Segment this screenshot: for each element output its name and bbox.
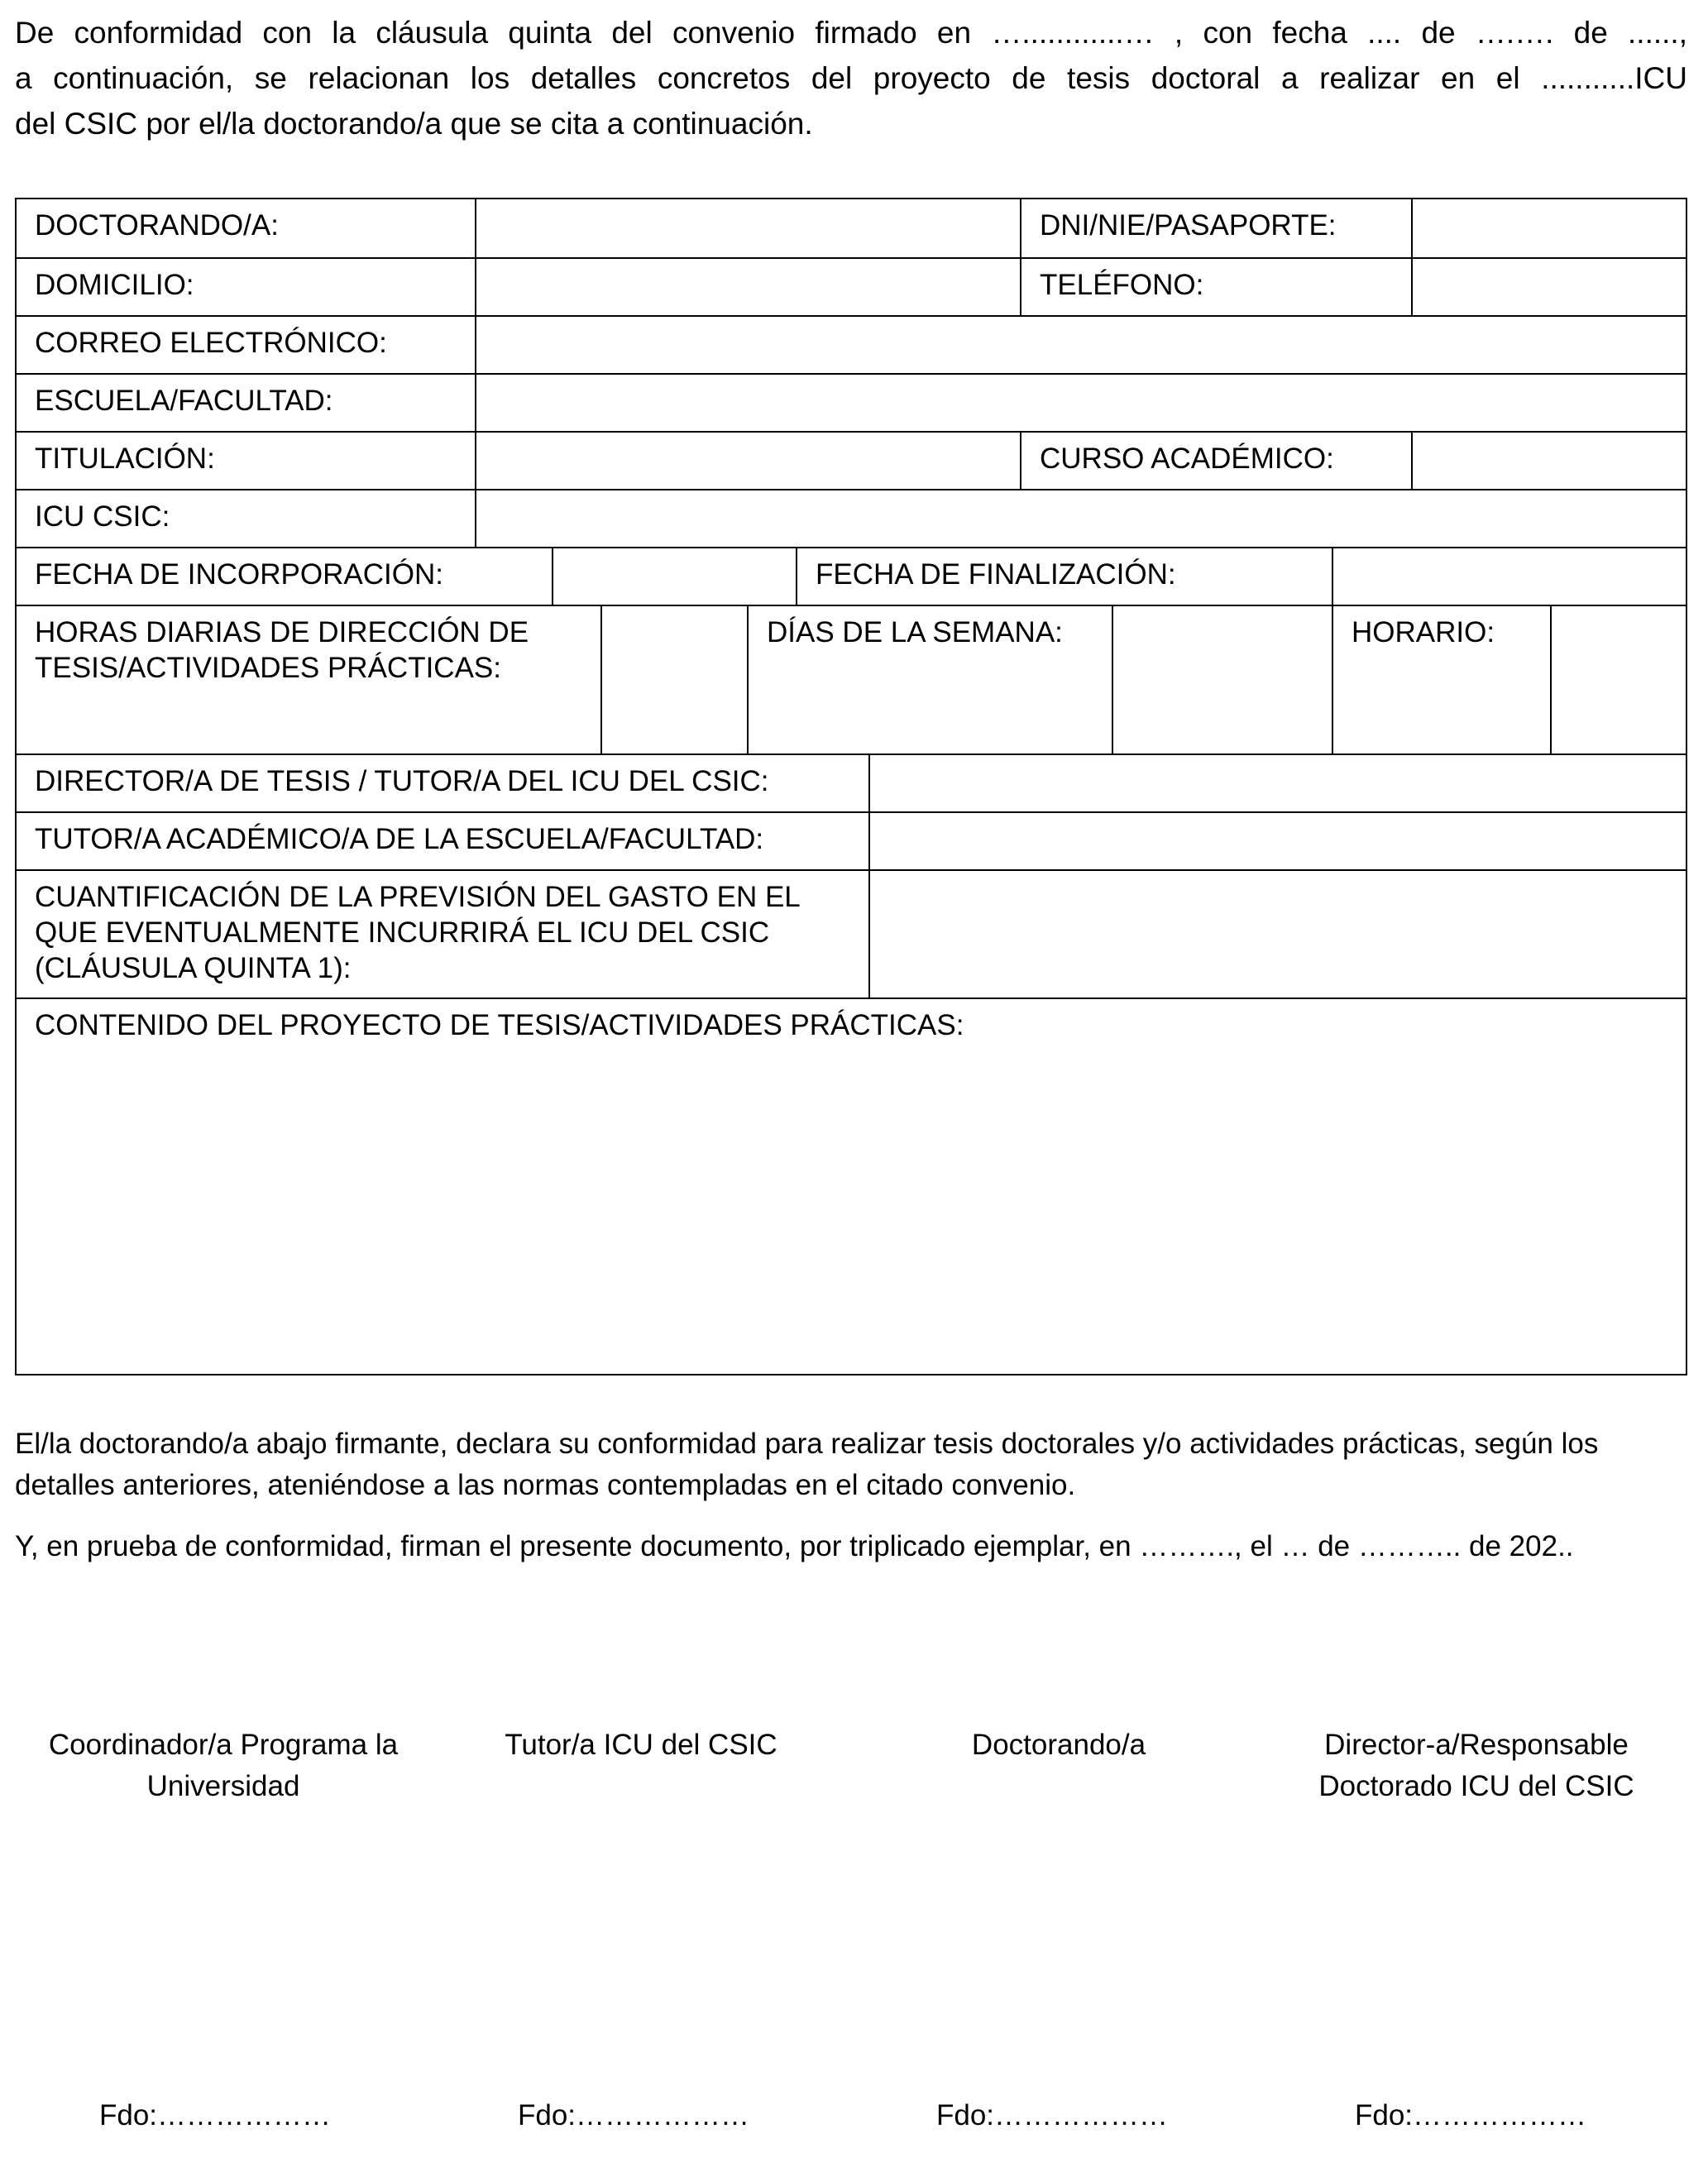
cuantificacion-field[interactable] — [868, 871, 1686, 997]
form-row — [17, 605, 1686, 754]
label-telefono: TELÉFONO: — [1020, 259, 1411, 315]
label-titulacion: TITULACIÓN: — [35, 443, 215, 475]
label-tutor-academico: TUTOR/A ACADÉMICO/A DE LA ESCUELA/FACULTAD: — [35, 823, 764, 855]
horario-field[interactable] — [1550, 606, 1686, 754]
label-doctorando: DOCTORANDO/A: — [35, 209, 279, 242]
label-cuantificacion: CUANTIFICACIÓN DE LA PREVISIÓN DEL GASTO EN EL QUE EVENTUALMENTE INCURRIRÁ EL ICU DEL CSIC (CLÁUSULA QUINTA 1): — [35, 881, 800, 984]
label-curso: CURSO ACADÉMICO: — [1020, 433, 1411, 489]
dni-field[interactable] — [1411, 199, 1686, 257]
intro-line: a continuación, se relacionan los detalles concretos del proyecto de tesis doctoral a realizar en el ...........ICU — [15, 61, 1687, 95]
form-row — [17, 431, 1686, 489]
form-row — [17, 257, 1686, 315]
signature-role-doctorando: Doctorando/a — [971, 1729, 1146, 1761]
dias-field[interactable] — [1112, 606, 1332, 754]
signature-line-tutor[interactable]: Fdo:……………… — [518, 2099, 750, 2131]
form-row — [17, 811, 1686, 869]
label-fecha-finalizacion: FECHA DE FINALIZACIÓN: — [796, 548, 1332, 605]
form-row — [17, 489, 1686, 547]
fecha-incorporacion-field[interactable] — [552, 548, 796, 605]
tutor-academico-field[interactable] — [868, 813, 1686, 869]
domicilio-field[interactable] — [475, 259, 1020, 315]
icu-field[interactable] — [475, 490, 1686, 547]
label-director: DIRECTOR/A DE TESIS / TUTOR/A DEL ICU DEL CSIC: — [35, 765, 769, 797]
doctorando-field[interactable] — [475, 199, 1020, 257]
label-icu: ICU CSIC: — [35, 500, 170, 533]
telefono-field[interactable] — [1411, 259, 1686, 315]
label-fecha-incorporacion: FECHA DE INCORPORACIÓN: — [35, 558, 443, 591]
signature-role-coordinador: Coordinador/a Programa la Universidad — [48, 1729, 399, 1802]
label-contenido[interactable]: CONTENIDO DEL PROYECTO DE TESIS/ACTIVIDADES PRÁCTICAS: — [35, 1009, 964, 1041]
form-row — [17, 547, 1686, 605]
label-dni: DNI/NIE/PASAPORTE: — [1020, 199, 1411, 257]
intro-line: del CSIC por el/la doctorando/a que se cita a continuación. — [15, 107, 813, 141]
form-row — [17, 754, 1686, 811]
form-row — [17, 373, 1686, 431]
signature-line-director[interactable]: Fdo:……………… — [1355, 2099, 1587, 2131]
fecha-finalizacion-field[interactable] — [1332, 548, 1686, 605]
horas-field[interactable] — [600, 606, 747, 754]
intro-line: De conformidad con la cláusula quinta del convenio firmado en …............… , con fecha .... de ….…. de ......, — [15, 16, 1687, 50]
label-dias: DÍAS DE LA SEMANA: — [747, 606, 1112, 754]
signature-line-doctorando[interactable]: Fdo:……………… — [936, 2099, 1169, 2131]
thesis-details-form — [15, 198, 1687, 1375]
form-row — [17, 869, 1686, 997]
signature-role-director: Director-a/Responsable Doctorado ICU del CSIC — [1318, 1729, 1634, 1802]
form-row — [17, 315, 1686, 373]
label-correo: CORREO ELECTRÓNICO: — [35, 327, 387, 359]
proof-text: Y, en prueba de conformidad, firman el presente documento, por triplicado ejemplar, en ………., el … de ……….. de 202.. — [15, 1530, 1574, 1562]
label-escuela: ESCUELA/FACULTAD: — [35, 385, 333, 417]
intro-paragraph — [15, 10, 1687, 146]
form-row — [17, 997, 1686, 1374]
escuela-field[interactable] — [475, 375, 1686, 431]
label-horario: HORARIO: — [1332, 606, 1550, 754]
label-domicilio: DOMICILIO: — [35, 269, 194, 301]
curso-field[interactable] — [1411, 433, 1686, 489]
form-row — [17, 199, 1686, 257]
signature-line-coordinador[interactable]: Fdo:……………… — [99, 2099, 332, 2131]
label-horas: HORAS DIARIAS DE DIRECCIÓN DE TESIS/ACTIVIDADES PRÁCTICAS: — [35, 616, 529, 684]
declaration-text: El/la doctorando/a abajo firmante, declara su conformidad para realizar tesis doctorales y/o actividades prácticas, según los detalles anteriores, ateniéndose a las normas contempladas en el citado convenio. — [15, 1428, 1599, 1501]
signature-role-tutor: Tutor/a ICU del CSIC — [505, 1729, 777, 1761]
titulacion-field[interactable] — [475, 433, 1020, 489]
correo-field[interactable] — [475, 317, 1686, 373]
director-field[interactable] — [868, 755, 1686, 811]
